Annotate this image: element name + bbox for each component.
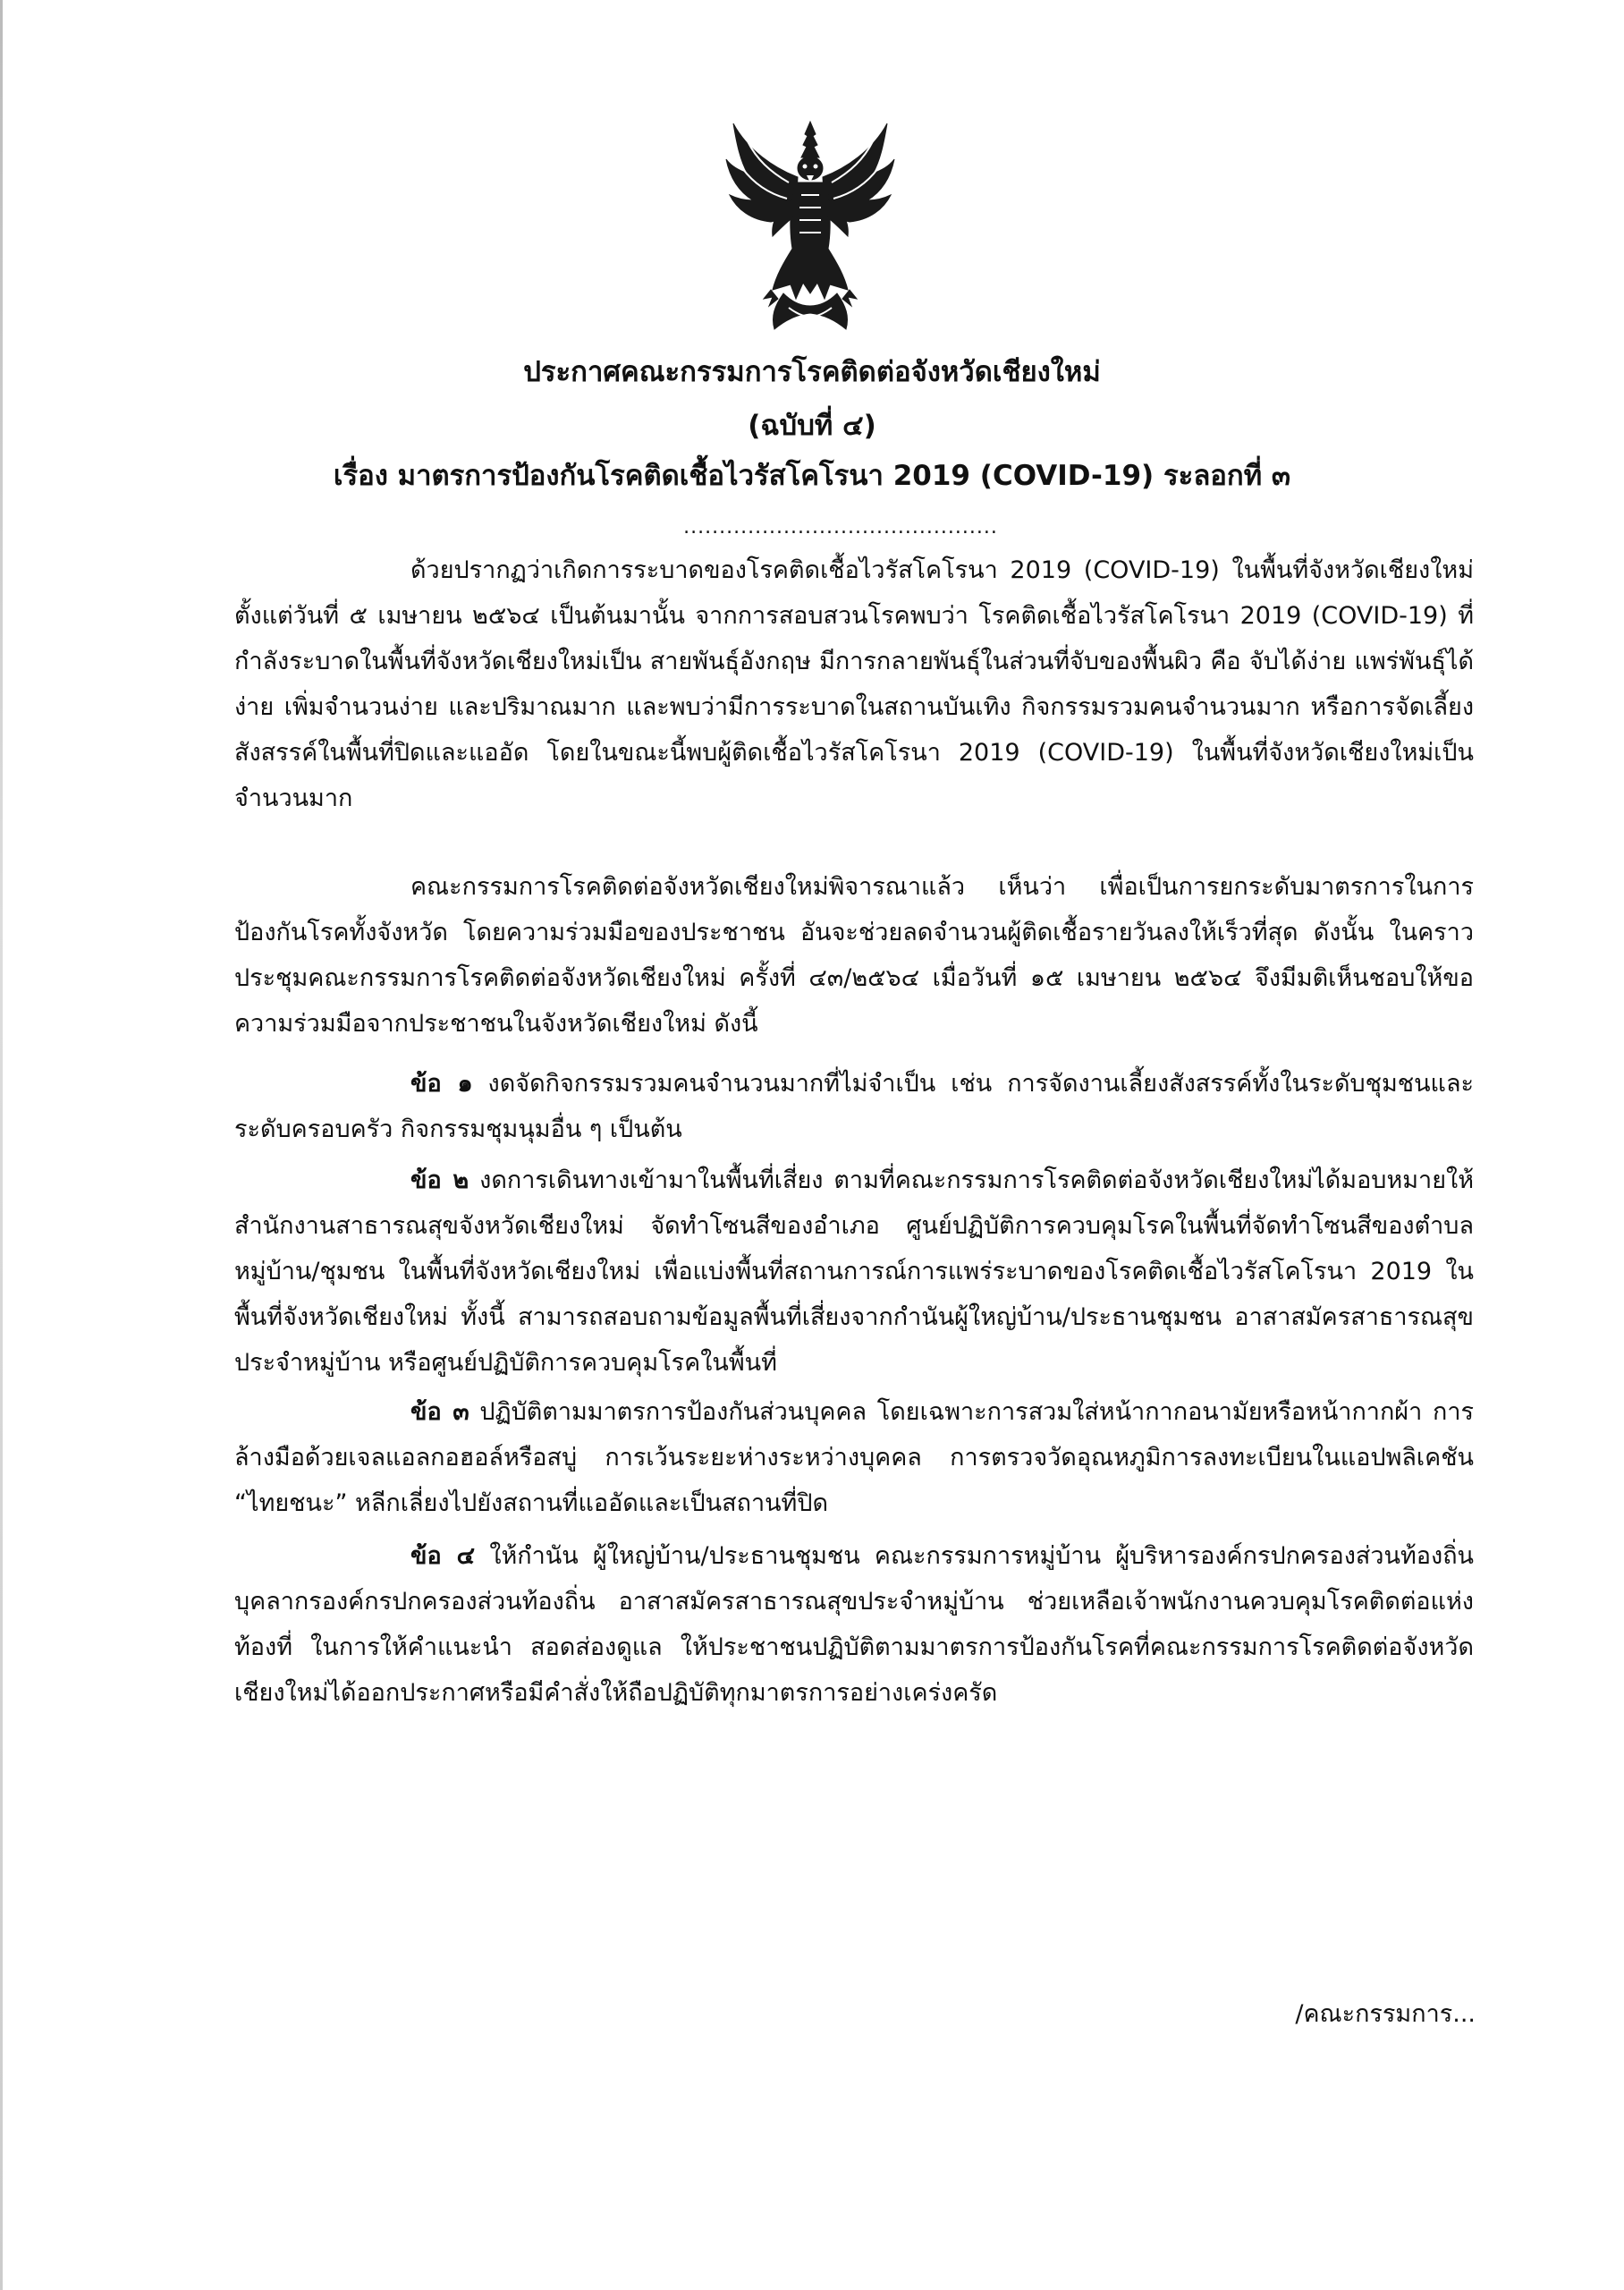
paragraph-resolution: คณะกรรมการโรคติดต่อจังหวัดเชียงใหม่พิจารณาแล้ว เห็นว่า เพื่อเป็นการยกระดับมาตรการในการป้องกันโรคทั้งจังหวัด โดยความร่วมมือของประชาชน อันจะช่วยลดจำนวนผู้ติดเชื้อรายวันลงให้เร็วที่สุด ดังนั้น ในคราวประชุมคณะกรรมการโรคติดต่อจังหวัดเชียงใหม่ ครั้งที่ ๔๓/๒๕๖๔ เมื่อวันที่ ๑๕ เมษายน ๒๕๖๔ จึงมีมติเห็นชอบให้ขอความร่วมมือจากประชาชนในจังหวัดเชียงใหม่ ดังนี้ [234,873,1474,1038]
paragraph-background: ด้วยปรากฏว่าเกิดการระบาดของโรคติดเชื้อไวรัสโคโรนา 2019 (COVID-19) ในพื้นที่จังหวัดเชียงใหม่ ตั้งแต่วันที่ ๕ เมษายน ๒๕๖๔ เป็นต้นมานั้น จากการสอบสวนโรคพบว่า โรคติดเชื้อไวรัสโคโรนา 2019 (COVID-19) ที่กำลังระบาดในพื้นที่จังหวัดเชียงใหม่เป็น สายพันธุ์อังกฤษ มีการกลายพันธุ์ในส่วนที่จับของพื้นผิว คือ จับได้ง่าย แพร่พันธุ์ได้ง่าย เพิ่มจำนวนง่าย และปริมาณมาก และพบว่ามีการระบาดในสถานบันเทิง กิจกรรมรวมคนจำนวนมาก หรือการจัดเลี้ยงสังสรรค์ในพื้นที่ปิดและแออัด โดยในขณะนี้พบผู้ติดเชื้อไวรัสโคโรนา 2019 (COVID-19) ในพื้นที่จังหวัดเชียงใหม่เป็นจำนวนมาก [234,556,1474,812]
document-title: ประกาศคณะกรรมการโรคติดต่อจังหวัดเชียงใหม่ [523,356,1101,388]
clause-label: ข้อ ๔ [410,1542,476,1570]
clause-text: งดจัดกิจกรรมรวมคนจำนวนมากที่ไม่จำเป็น เช่น การจัดงานเลี้ยงสังสรรค์ทั้งในระดับชุมชนและระดับครอบครัว กิจกรรมชุมนุมอื่น ๆ เป็นต้น [234,1070,1474,1143]
clause-2 [234,1158,1474,1386]
clause-label: ข้อ ๒ [410,1166,469,1194]
issue-number: (ฉบับที่ ๔) [748,410,876,442]
continuation-note: /คณะกรรมการ... [1295,2000,1476,2028]
clause-3 [234,1389,1474,1526]
clause-text: ให้กำนัน ผู้ใหญ่บ้าน/ประธานชุมชน คณะกรรมการหมู่บ้าน ผู้บริหารองค์กรปกครองส่วนท้องถิ่น บุคลากรองค์กรปกครองส่วนท้องถิ่น อาสาสมัครสาธารณสุขประจำหมู่บ้าน ช่วยเหลือเจ้าพนักงานควบคุมโรคติดต่อแห่งท้องที่ ในการให้คำแนะนำ สอดส่องดูแล ให้ประชาชนปฏิบัติตามมาตรการป้องกันโรคที่คณะกรรมการโรคติดต่อจังหวัดเชียงใหม่ได้ออกประกาศหรือมีคำสั่งให้ถือปฏิบัติทุกมาตรการอย่างเคร่งครัด [234,1542,1474,1707]
separator-line: ............................................ [683,517,998,539]
clause-1 [234,1061,1474,1152]
clause-text: งดการเดินทางเข้ามาในพื้นที่เสี่ยง ตามที่คณะกรรมการโรคติดต่อจังหวัดเชียงใหม่ได้มอบหมายให้สำนักงานสาธารณสุขจังหวัดเชียงใหม่ จัดทำโซนสีของอำเภอ ศูนย์ปฏิบัติการควบคุมโรคในพื้นที่จัดทำโซนสีของตำบล หมู่บ้าน/ชุมชน ในพื้นที่จังหวัดเชียงใหม่ เพื่อแบ่งพื้นที่สถานการณ์การแพร่ระบาดของโรคติดเชื้อไวรัสโคโรนา 2019 ในพื้นที่จังหวัดเชียงใหม่ ทั้งนี้ สามารถสอบถามข้อมูลพื้นที่เสี่ยงจากกำนันผู้ใหญ่บ้าน/ประธานชุมชน อาสาสมัครสาธารณสุขประจำหมู่บ้าน หรือศูนย์ปฏิบัติการควบคุมโรคในพื้นที่ [234,1166,1475,1377]
clause-label: ข้อ ๑ [410,1070,473,1098]
clause-text: ปฏิบัติตามมาตรการป้องกันส่วนบุคคล โดยเฉพาะการสวมใส่หน้ากากอนามัยหรือหน้ากากผ้า การล้างมือด้วยเจลแอลกอฮอล์หรือสบู่ การเว้นระยะห่างระหว่างบุคคล การตรวจวัดอุณหภูมิการลงทะเบียนในแอปพลิเคชัน “ไทยชนะ” หลีกเลี่ยงไปยังสถานที่แออัดและเป็นสถานที่ปิด [234,1398,1474,1517]
scan-edge [0,0,3,2290]
clause-label: ข้อ ๓ [410,1398,469,1426]
subject-line: เรื่อง มาตรการป้องกันโรคติดเชื้อไวรัสโคโรนา 2019 (COVID-19) ระลอกที่ ๓ [333,460,1291,492]
clause-4 [234,1533,1474,1716]
garuda-emblem-icon [721,114,900,336]
